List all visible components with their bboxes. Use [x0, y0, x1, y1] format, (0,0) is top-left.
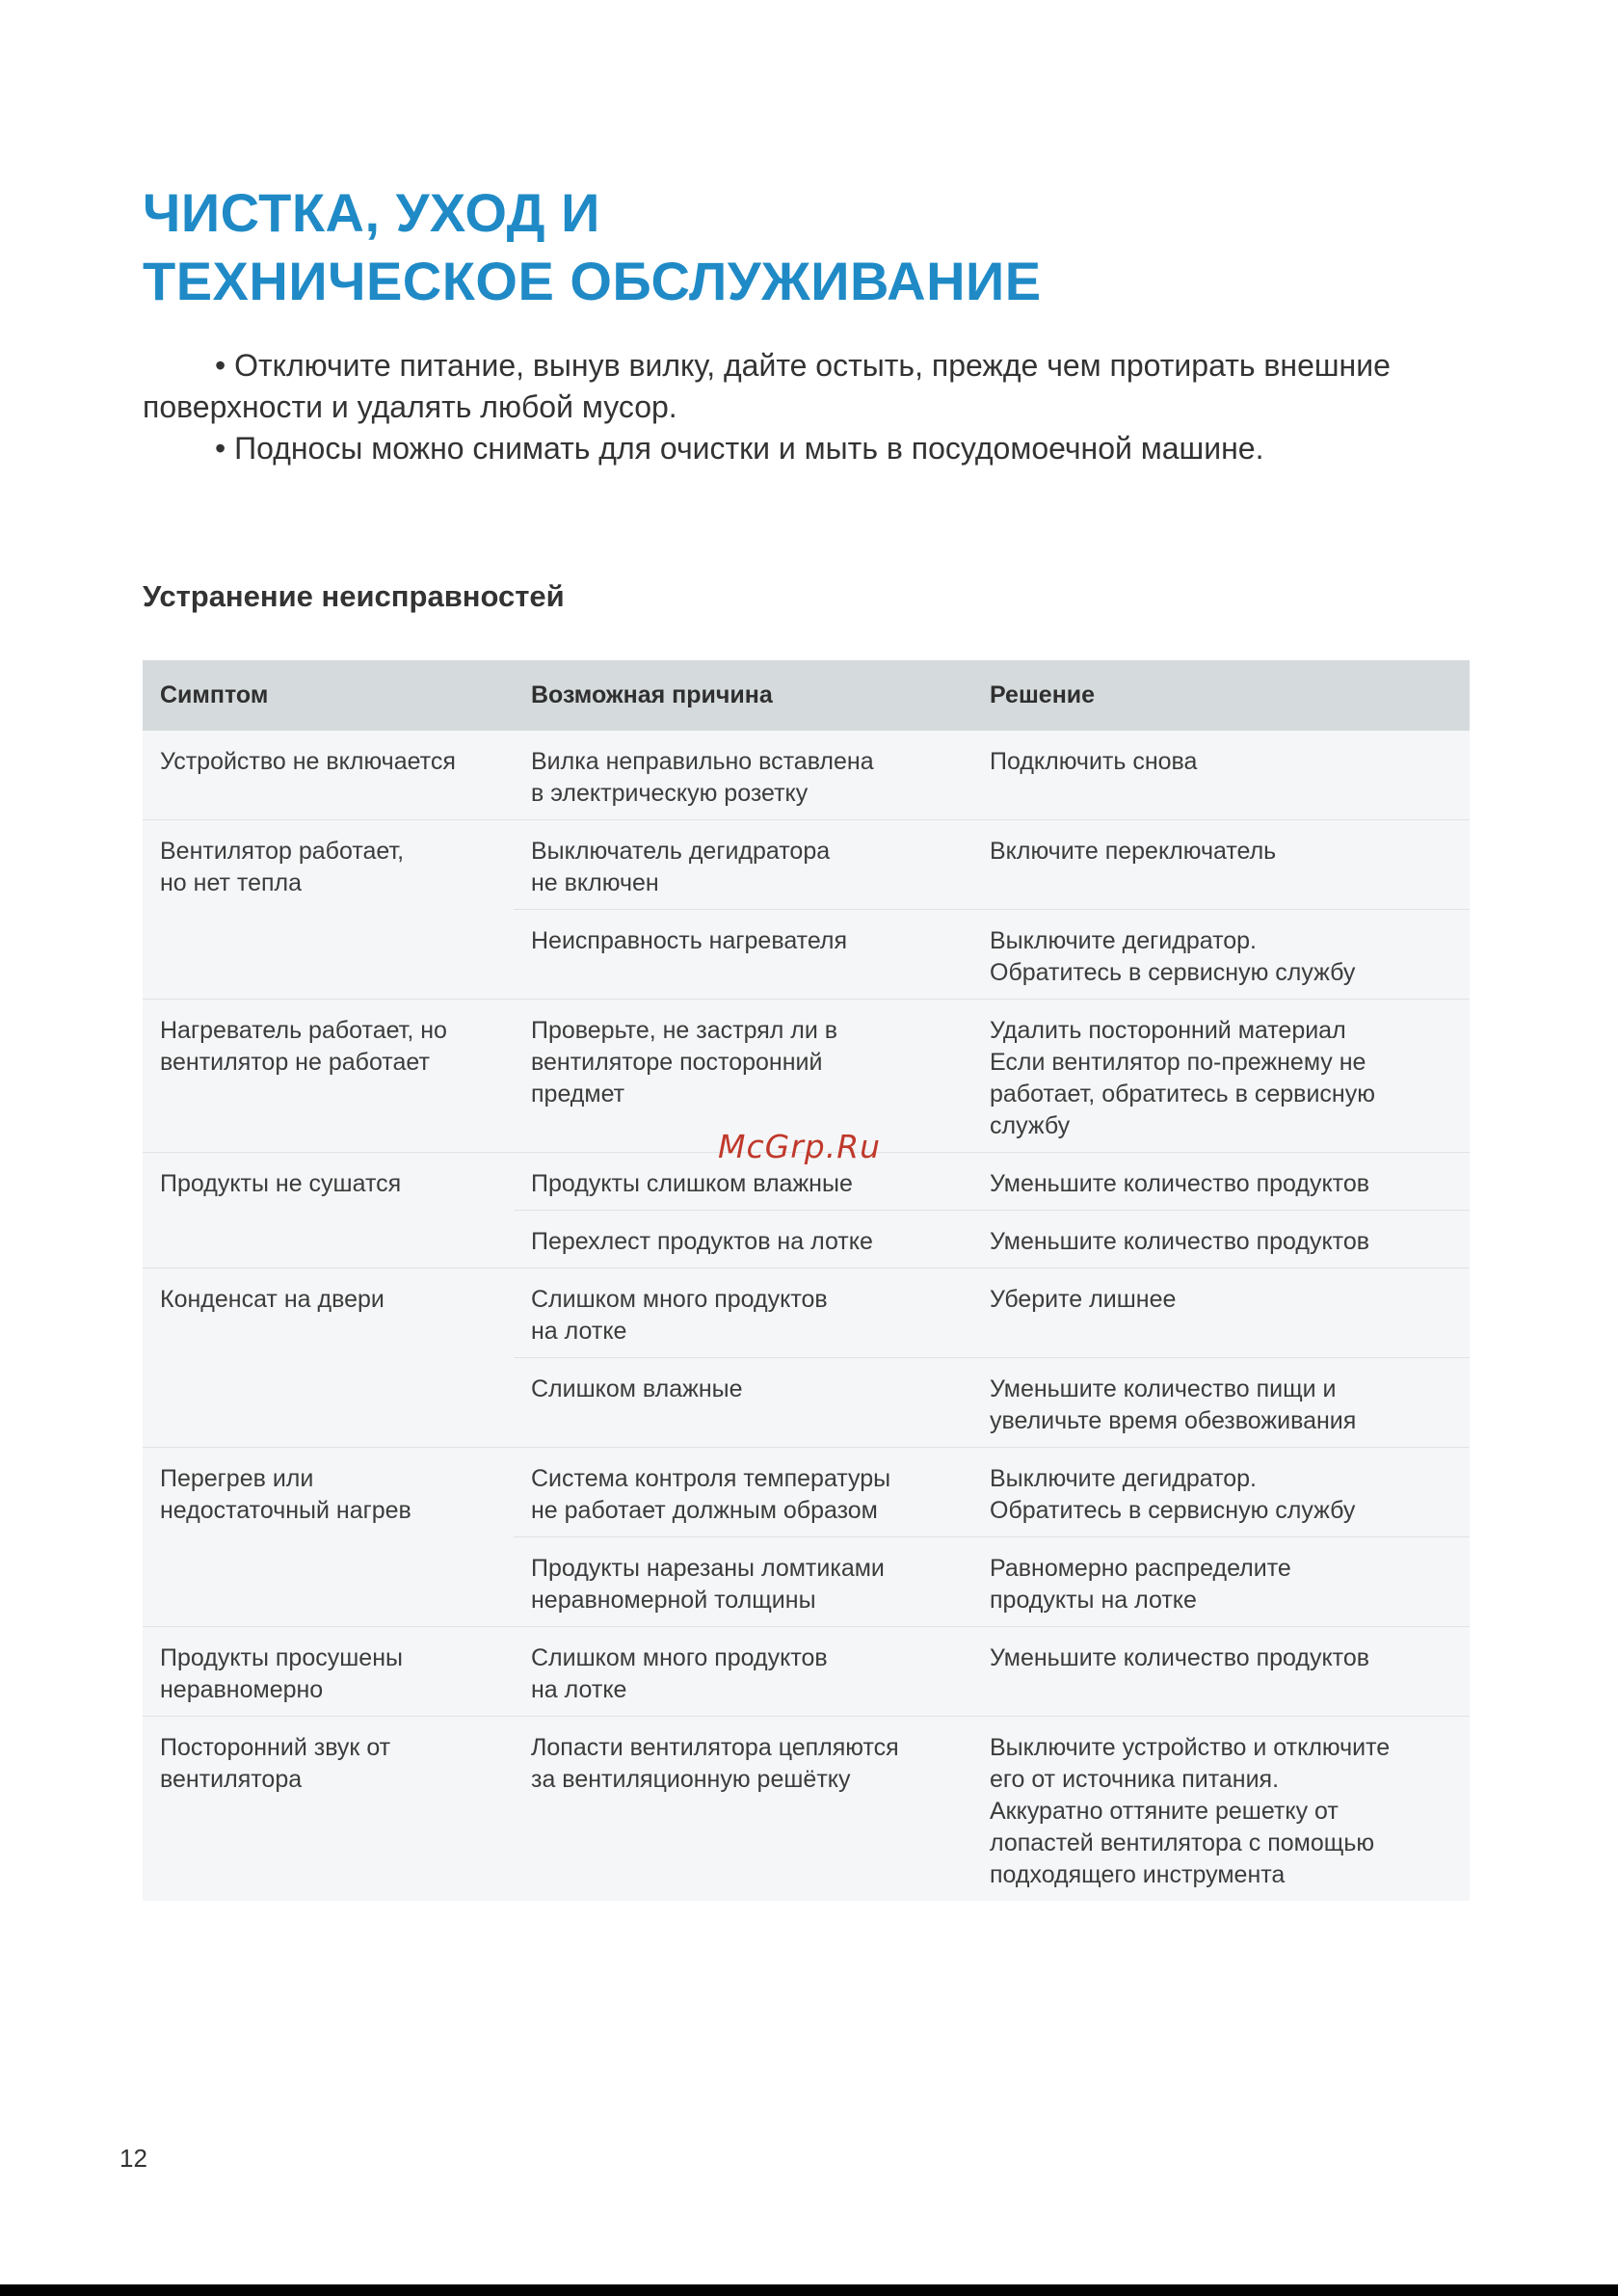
cell-solution: Уменьшите количество продуктов	[972, 1627, 1470, 1717]
table-row	[143, 731, 1470, 820]
cell-cause: Продукты слишком влажные	[514, 1153, 972, 1211]
troubleshooting-table	[143, 660, 1470, 1901]
cell-cause: Слишком влажные	[514, 1358, 972, 1448]
page-number: 12	[119, 2144, 147, 2173]
table-header-row	[143, 660, 1470, 731]
cell-solution: Выключите дегидратор. Обратитесь в сервисную службу	[972, 1448, 1470, 1537]
table-row	[143, 1627, 1470, 1717]
cell-cause: Лопасти вентилятора цепляются за вентиляционную решётку	[514, 1717, 972, 1902]
cell-solution: Выключите дегидратор. Обратитесь в сервисную службу	[972, 910, 1470, 1000]
cell-cause: Неисправность нагревателя	[514, 910, 972, 1000]
cell-cause: Система контроля температуры не работает должным образом	[514, 1448, 972, 1537]
cell-symptom: Конденсат на двери	[143, 1268, 514, 1448]
cell-cause: Слишком много продуктов на лотке	[514, 1627, 972, 1717]
table-row	[143, 820, 1470, 910]
page-title	[143, 178, 1395, 315]
table-row	[143, 1268, 1470, 1358]
intro-list	[143, 345, 1444, 469]
cell-symptom: Продукты не сушатся	[143, 1153, 514, 1268]
cell-symptom: Вентилятор работает, но нет тепла	[143, 820, 514, 1000]
page-title-line-2: ТЕХНИЧЕСКОЕ ОБСЛУЖИВАНИЕ	[143, 251, 1042, 311]
cell-solution: Выключите устройство и отключите его от источника питания. Аккуратно оттяните решетку от лопастей вентилятора с помощью подходящего инструмента	[972, 1717, 1470, 1902]
troubleshooting-heading: Устранение неисправностей	[143, 579, 565, 613]
bottom-rule	[0, 2284, 1618, 2296]
cell-solution: Удалить посторонний материал Если вентилятор по-прежнему не работает, обратитесь в сервисную службу	[972, 1000, 1470, 1153]
cell-cause: Перехлест продуктов на лотке	[514, 1211, 972, 1268]
cell-solution: Уменьшите количество продуктов	[972, 1211, 1470, 1268]
cell-symptom: Посторонний звук от вентилятора	[143, 1717, 514, 1902]
intro-item-trays: • Подносы можно снимать для очистки и мыть в посудомоечной машине.	[215, 431, 1264, 466]
cell-solution: Уберите лишнее	[972, 1268, 1470, 1358]
cell-symptom: Продукты просушены неравномерно	[143, 1627, 514, 1717]
column-header-cause: Возможная причина	[514, 660, 972, 731]
cell-cause: Вилка неправильно вставлена в электрическую розетку	[531, 748, 874, 807]
cell-solution: Включите переключатель	[972, 820, 1470, 910]
watermark: McGrp.Ru	[718, 1128, 882, 1165]
table-row	[143, 1717, 1470, 1902]
cell-cause: Слишком много продуктов на лотке	[514, 1268, 972, 1358]
cell-cause: Проверьте, не застрял ли в вентиляторе посторонний предмет	[514, 1000, 972, 1153]
cell-symptom: Нагреватель работает, но вентилятор не работает	[143, 1000, 514, 1153]
column-header-symptom: Симптом	[143, 660, 514, 731]
column-header-solution: Решение	[972, 660, 1470, 731]
cell-solution: Уменьшите количество пищи и увеличьте время обезвоживания	[972, 1358, 1470, 1448]
cell-symptom: Перегрев или недостаточный нагрев	[143, 1448, 514, 1627]
cell-cause: Продукты нарезаны ломтиками неравномерной толщины	[514, 1537, 972, 1627]
cell-solution: Уменьшите количество продуктов	[972, 1153, 1470, 1211]
cell-solution: Подключить снова	[990, 748, 1198, 775]
page-title-line-1: ЧИСТКА, УХОД И	[143, 182, 600, 243]
cell-cause: Выключатель дегидратора не включен	[514, 820, 972, 910]
table-body	[143, 731, 1470, 1901]
table-row	[143, 1448, 1470, 1537]
cell-solution: Равномерно распределите продукты на лотке	[972, 1537, 1470, 1627]
cell-symptom: Устройство не включается	[160, 748, 456, 775]
intro-item-power-off: • Отключите питание, вынув вилку, дайте остыть, прежде чем протирать внешние поверхности и удалять любой мусор.	[143, 348, 1391, 424]
